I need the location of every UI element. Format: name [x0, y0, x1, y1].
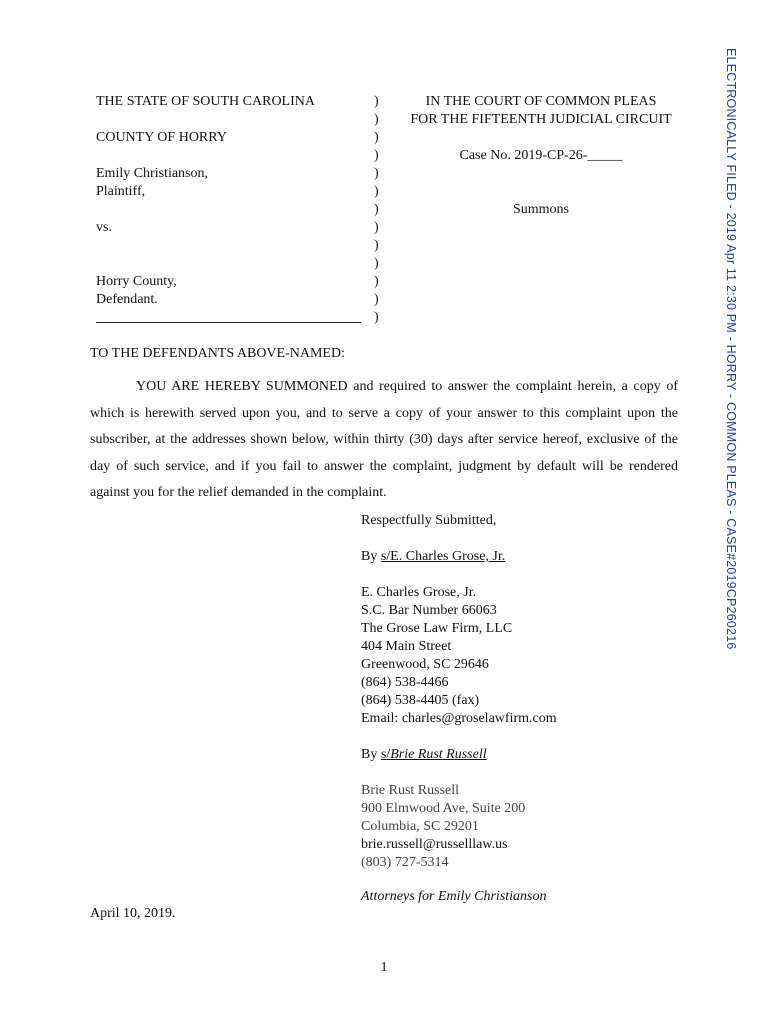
paren: ): [374, 130, 379, 145]
attorney1-city: Greenwood, SC 29646: [361, 657, 489, 672]
caption-plaintiff-role: Plaintiff,: [96, 184, 146, 199]
attorneys-for: Attorneys for Emily Christianson: [361, 889, 547, 904]
caption-state: THE STATE OF SOUTH CAROLINA: [96, 94, 315, 109]
paren: ): [374, 292, 379, 307]
paren: ): [374, 166, 379, 181]
paren: ): [374, 238, 379, 253]
caption-defendant-name: Horry County,: [96, 274, 177, 289]
attorney2-street: 900 Elmwood Ave, Suite 200: [361, 801, 526, 816]
attorney1-phone: (864) 538-4466: [361, 675, 449, 690]
e-signature-name: Brie Rust Russell: [390, 747, 487, 762]
case-number: Case No. 2019-CP-26-_____: [459, 148, 623, 163]
attorney1-fax: (864) 538-4405 (fax): [361, 693, 480, 708]
efiling-stamp-text: ELECTRONICALLY FILED - 2019 Apr 11 2:30 PM - HORRY - COMMON PLEAS - CASE#2019CP260216: [724, 48, 738, 650]
attorney1-email: Email: charles@groselawfirm.com: [361, 711, 557, 726]
paren: ): [374, 112, 379, 127]
paren: ): [374, 184, 379, 199]
paren: ): [374, 94, 379, 109]
signature-line-2: [361, 746, 487, 764]
paren: ): [374, 274, 379, 289]
attorney2-city: Columbia, SC 29201: [361, 819, 479, 834]
e-signature-grose: s/E. Charles Grose, Jr.: [380, 549, 506, 564]
attorney1-name: E. Charles Grose, Jr.: [361, 585, 477, 600]
efiling-stamp: [722, 48, 738, 668]
attorney2-email: brie.russell@russelllaw.us: [361, 837, 508, 852]
e-signature-russell: [381, 747, 487, 762]
court-line-1: IN THE COURT OF COMMON PLEAS: [425, 94, 657, 109]
attorney2-phone: (803) 727-5314: [361, 855, 449, 870]
paren: ): [374, 202, 379, 217]
court-line-2: FOR THE FIFTEENTH JUDICIAL CIRCUIT: [410, 112, 672, 127]
document-date: April 10, 2019.: [90, 906, 176, 921]
summons-text: YOU ARE HEREBY SUMMONED and required to answer the complaint herein, a copy of which is herewith served upon you, and to serve a copy of your answer to this complaint upon the subscriber, at the addresses shown below, within thirty (30) days after service hereof, exclusive of the day of such service, and if you fail to answer the complaint, judgment by default will be rendered against you for the relief demanded in the complaint.: [90, 379, 678, 501]
closing: Respectfully Submitted,: [361, 513, 497, 528]
summons-paragraph: [90, 374, 678, 507]
paren: ): [374, 148, 379, 163]
paren: ): [374, 256, 379, 271]
caption-rule: [96, 322, 361, 323]
signature-line-1: [361, 548, 505, 566]
by-label: By: [361, 747, 381, 762]
caption-county: COUNTY OF HORRY: [96, 130, 227, 145]
caption-paren-column: [374, 93, 379, 327]
attorney2-name: Brie Rust Russell: [361, 783, 460, 798]
caption-versus: vs.: [96, 220, 112, 235]
salutation: TO THE DEFENDANTS ABOVE-NAMED:: [90, 346, 345, 361]
attorney1-bar: S.C. Bar Number 66063: [361, 603, 497, 618]
paren: ): [374, 220, 379, 235]
paren: ): [374, 310, 379, 325]
caption-plaintiff-name: Emily Christianson,: [96, 166, 208, 181]
e-signature-prefix: s/: [380, 747, 391, 762]
page-number: 1: [380, 960, 388, 975]
attorney1-firm: The Grose Law Firm, LLC: [361, 621, 513, 636]
document-title: Summons: [512, 202, 569, 217]
attorney1-street: 404 Main Street: [361, 639, 452, 654]
by-label: By: [361, 549, 381, 564]
caption-defendant-role: Defendant.: [96, 292, 158, 307]
